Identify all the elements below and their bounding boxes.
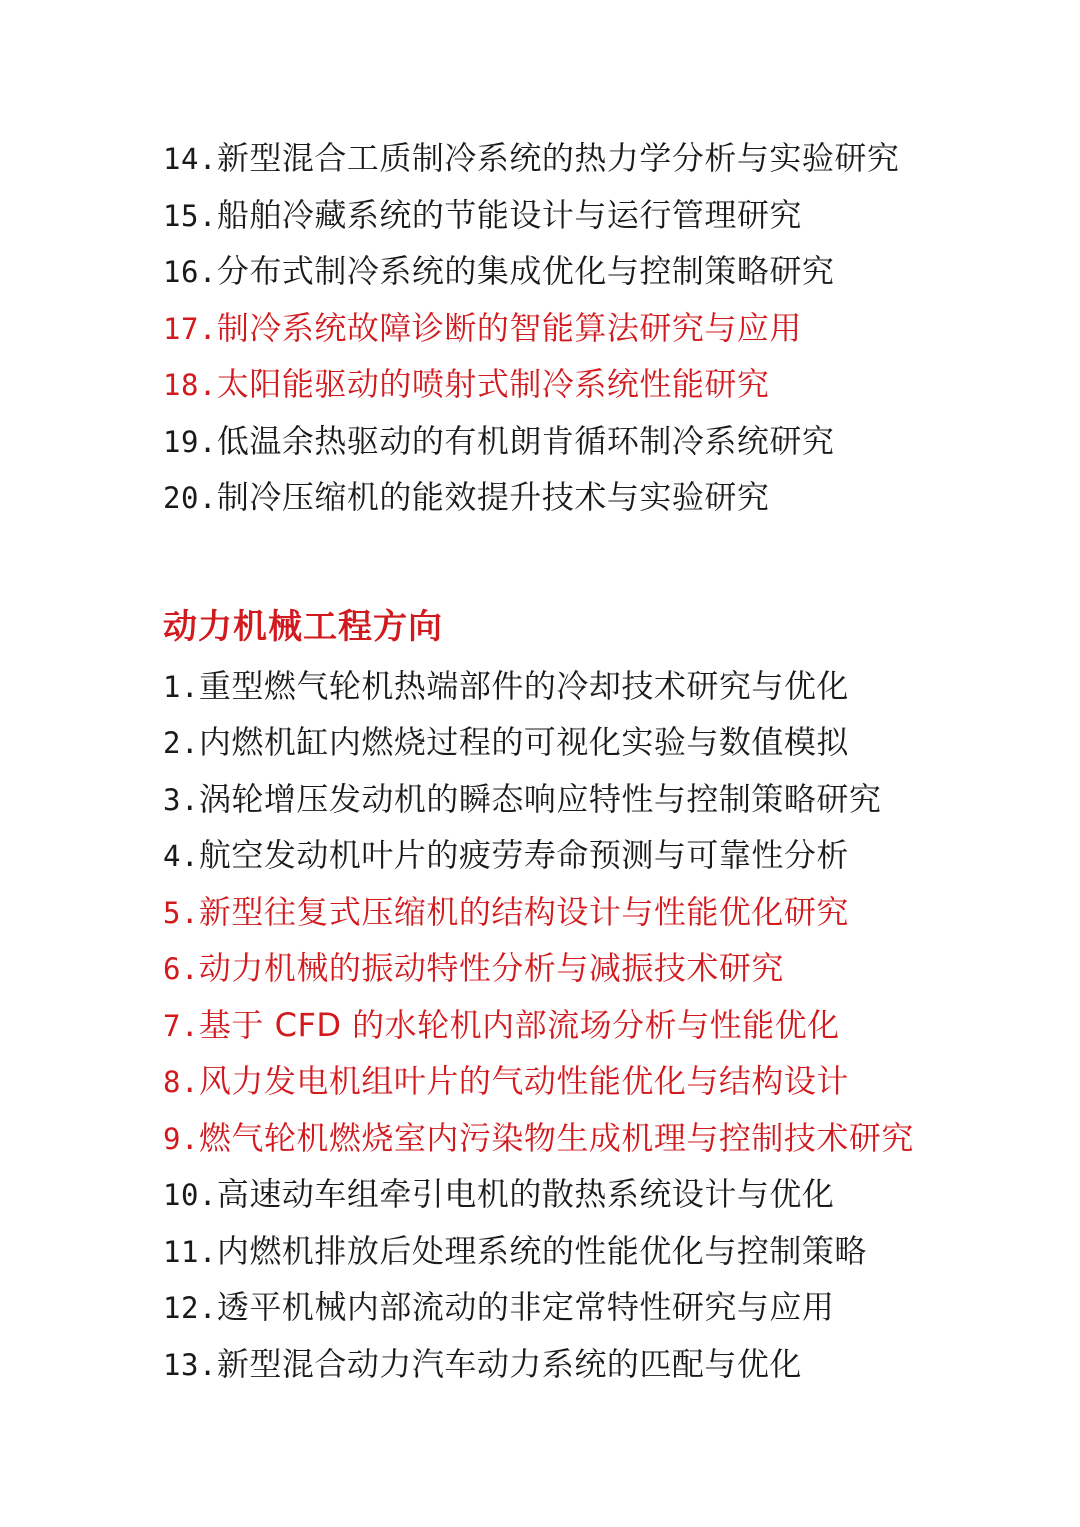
item-number: 15. xyxy=(163,198,217,233)
list-item xyxy=(163,243,1043,300)
item-number: 14. xyxy=(163,142,217,176)
list-item xyxy=(163,658,1043,715)
item-text: 内燃机缸内燃烧过程的可视化实验与数值模拟 xyxy=(198,723,849,761)
list-item xyxy=(163,130,1043,187)
list-item xyxy=(163,1279,1043,1336)
item-number: 7. xyxy=(163,1008,199,1043)
item-number: 20. xyxy=(163,481,217,515)
item-text: 航空发动机叶片的疲劳寿命预测与可靠性分析 xyxy=(198,836,849,874)
list-item xyxy=(163,187,1043,244)
item-number: 6. xyxy=(163,952,199,986)
item-text: 太阳能驱动的喷射式制冷系统性能研究 xyxy=(216,365,770,403)
document-page xyxy=(163,130,1043,1392)
list-item xyxy=(163,714,1043,771)
item-text: 高速动车组牵引电机的散热系统设计与优化 xyxy=(216,1175,835,1213)
list-item xyxy=(163,413,1043,470)
item-number: 11. xyxy=(163,1234,217,1269)
list-item xyxy=(163,469,1043,526)
item-text: 新型往复式压缩机的结构设计与性能优化研究 xyxy=(198,892,849,931)
item-text: 透平机械内部流动的非定常特性研究与应用 xyxy=(216,1288,835,1326)
list-item xyxy=(163,940,1043,997)
item-number: 16. xyxy=(163,255,217,289)
item-text: 分布式制冷系统的集成优化与控制策略研究 xyxy=(216,252,835,290)
list-item xyxy=(163,1053,1043,1110)
item-number: 18. xyxy=(163,368,217,402)
topic-list-refrigeration xyxy=(163,130,1043,526)
item-number: 13. xyxy=(163,1347,217,1382)
item-text: 重型燃气轮机热端部件的冷却技术研究与优化 xyxy=(198,666,849,705)
item-number: 1. xyxy=(163,669,199,704)
item-number: 19. xyxy=(163,424,217,459)
item-text: 制冷压缩机的能效提升技术与实验研究 xyxy=(216,478,770,516)
list-item xyxy=(163,827,1043,884)
item-number: 5. xyxy=(163,895,199,930)
item-number: 9. xyxy=(163,1121,199,1156)
item-number: 4. xyxy=(163,839,199,873)
item-number: 3. xyxy=(163,782,199,817)
item-text: 涡轮增压发动机的瞬态响应特性与控制策略研究 xyxy=(198,779,882,818)
list-item xyxy=(163,356,1043,413)
list-item xyxy=(163,884,1043,941)
section-gap xyxy=(163,526,1043,596)
topic-list-power-machinery xyxy=(163,658,1043,1393)
item-number: 8. xyxy=(163,1065,199,1099)
item-number: 10. xyxy=(163,1178,217,1212)
item-text: 动力机械的振动特性分析与减振技术研究 xyxy=(198,949,784,987)
list-item xyxy=(163,997,1043,1054)
list-item xyxy=(163,1166,1043,1223)
list-item xyxy=(163,300,1043,357)
item-number: 17. xyxy=(163,311,217,346)
item-text: 新型混合工质制冷系统的热力学分析与实验研究 xyxy=(216,139,900,177)
item-text: 新型混合动力汽车动力系统的匹配与优化 xyxy=(216,1344,802,1383)
item-text: 风力发电机组叶片的气动性能优化与结构设计 xyxy=(198,1062,849,1100)
item-number: 12. xyxy=(163,1291,217,1325)
item-text: 燃气轮机燃烧室内污染物生成机理与控制技术研究 xyxy=(198,1118,914,1157)
item-number: 2. xyxy=(163,726,199,760)
list-item xyxy=(163,1336,1043,1393)
list-item xyxy=(163,1110,1043,1167)
item-text: 内燃机排放后处理系统的性能优化与控制策略 xyxy=(216,1231,867,1270)
item-text: 船舶冷藏系统的节能设计与运行管理研究 xyxy=(216,195,802,234)
item-text: 制冷系统故障诊断的智能算法研究与应用 xyxy=(216,308,802,347)
item-text: 低温余热驱动的有机朗肯循环制冷系统研究 xyxy=(216,421,835,460)
section-title: 动力机械工程方向 xyxy=(163,606,443,647)
item-text: 基于 CFD 的水轮机内部流场分析与性能优化 xyxy=(198,1005,840,1044)
list-item xyxy=(163,1223,1043,1280)
list-item xyxy=(163,771,1043,828)
